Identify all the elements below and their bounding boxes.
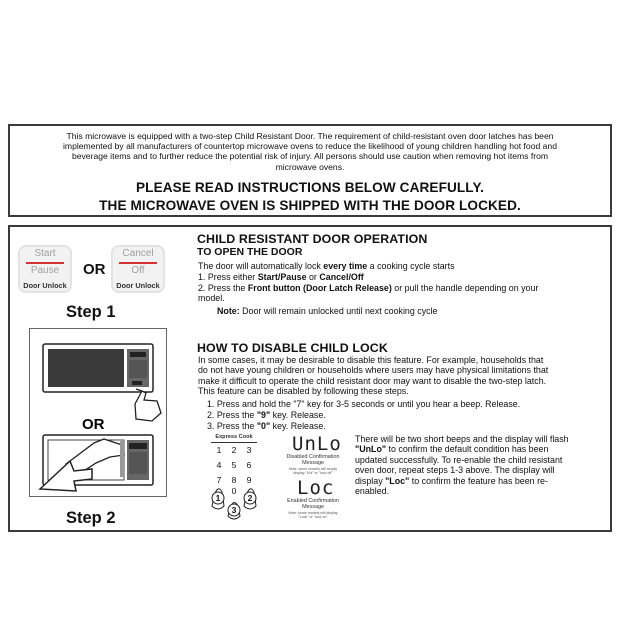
display-messages bbox=[283, 433, 345, 528]
loc-note: Note: some models will display "Lock" or "lock on" bbox=[288, 511, 338, 520]
key-0: 0 bbox=[231, 486, 237, 496]
red-divider bbox=[119, 262, 157, 264]
door-unlock-label: Door Unlock bbox=[116, 281, 160, 290]
start-label: Start bbox=[34, 248, 56, 259]
microwave-front-button-icon bbox=[43, 344, 161, 421]
microwave-open-door-icon bbox=[40, 435, 153, 491]
door-unlock-label: Door Unlock bbox=[23, 281, 67, 290]
step1-label: Step 1 bbox=[66, 303, 116, 321]
unlo-display: UnLo bbox=[292, 433, 342, 455]
intro-line: This microwave is equipped with a two-step Child Resistant Door. The requirement of child-resistant oven door latches has been bbox=[66, 131, 554, 141]
intro-line: beverage items and to further reduce the potential risk of injury. All persons should use caution when removing hot items from bbox=[71, 151, 549, 162]
key-1: 1 bbox=[216, 445, 222, 455]
key-4: 4 bbox=[216, 460, 222, 470]
unlo-caption: Disabled Confirmation Message bbox=[286, 454, 340, 466]
start-pause-button bbox=[18, 245, 72, 293]
intro-line: microwave ovens. bbox=[275, 161, 345, 172]
off-label: Off bbox=[131, 265, 145, 276]
red-divider bbox=[26, 262, 64, 264]
auto-lock-line: The door will automatically lock every time a cooking cycle starts bbox=[198, 261, 455, 271]
disable-step-2: 2. Press the "9" key. Release. bbox=[207, 410, 326, 420]
keypad-divider bbox=[211, 442, 257, 443]
step-press-front: 2. Press the Front button (Door Latch Release) or pull the handle depending on your bbox=[198, 283, 539, 293]
or-label: OR bbox=[83, 261, 106, 278]
instructions-box bbox=[8, 225, 612, 532]
key-5: 5 bbox=[231, 460, 237, 470]
intro-line: implemented by all manufacturers of countertop microwave ovens to reduce the likelihood of young children handling hot food and bbox=[63, 141, 557, 152]
confirm-paragraph: There will be two short beeps and the display will flash "UnLo" to confirm the default condition has been updated successfully. To re-enable the child resistant oven door, repeat steps 1-3 above. The display will display "Loc" to confirm the feature has been re- enabled. bbox=[355, 434, 569, 497]
unlo-note: Note: some models will simply display "Unl" or "lock off" bbox=[288, 467, 338, 476]
disable-paragraph: In some cases, it may be desirable to disable this feature. For example, households that do not have young children or households where users may have physical limitations that make it difficult to operate the child resistant door may want to disable the two-step latch. This feature can be disabled by following these steps. bbox=[198, 355, 549, 397]
key-9: 9 bbox=[246, 475, 252, 485]
disable-title: HOW TO DISABLE CHILD LOCK bbox=[197, 341, 388, 355]
key-3: 3 bbox=[246, 445, 252, 455]
headline-door-locked: THE MICROWAVE OVEN IS SHIPPED WITH THE DOOR LOCKED. bbox=[99, 198, 521, 213]
step-model-line: model. bbox=[198, 293, 225, 303]
operation-title: CHILD RESISTANT DOOR OPERATION bbox=[197, 232, 428, 246]
keypad-illustration bbox=[208, 434, 268, 522]
pause-label: Pause bbox=[30, 265, 60, 276]
door-note: Note: Door will remain unlocked until next cooking cycle bbox=[217, 306, 438, 316]
step2-label: Step 2 bbox=[66, 509, 116, 527]
loc-display: Loc bbox=[297, 477, 335, 499]
key-2: 2 bbox=[231, 445, 237, 455]
microwave-illustration bbox=[30, 329, 165, 495]
callout-2: 2 bbox=[247, 493, 253, 503]
disable-step-3: 3. Press the "0" key. Release. bbox=[207, 421, 326, 431]
key-6: 6 bbox=[246, 460, 252, 470]
intro-box bbox=[8, 124, 612, 217]
open-door-subtitle: TO OPEN THE DOOR bbox=[197, 246, 303, 258]
cancel-label: Cancel bbox=[122, 248, 154, 259]
callout-1: 1 bbox=[215, 493, 221, 503]
express-cook-label: Express Cook bbox=[215, 434, 253, 440]
disable-step-1: 1. Press and hold the "7" key for 3-5 seconds or until you hear a beep. Release. bbox=[207, 399, 521, 409]
loc-caption: Enabled Confirmation Message bbox=[287, 498, 339, 510]
or-label: OR bbox=[82, 416, 105, 433]
headline-read-instructions: PLEASE READ INSTRUCTIONS BELOW CAREFULLY. bbox=[136, 180, 484, 195]
key-7: 7 bbox=[216, 475, 222, 485]
cancel-off-button bbox=[111, 245, 165, 293]
step1-illustration bbox=[14, 233, 170, 301]
step2-illustration bbox=[29, 328, 167, 497]
key-8: 8 bbox=[231, 475, 237, 485]
callout-3: 3 bbox=[231, 505, 237, 515]
intro-paragraph bbox=[22, 131, 598, 172]
step-press-start: 1. Press either Start/Pause or Cancel/Off bbox=[198, 272, 364, 282]
